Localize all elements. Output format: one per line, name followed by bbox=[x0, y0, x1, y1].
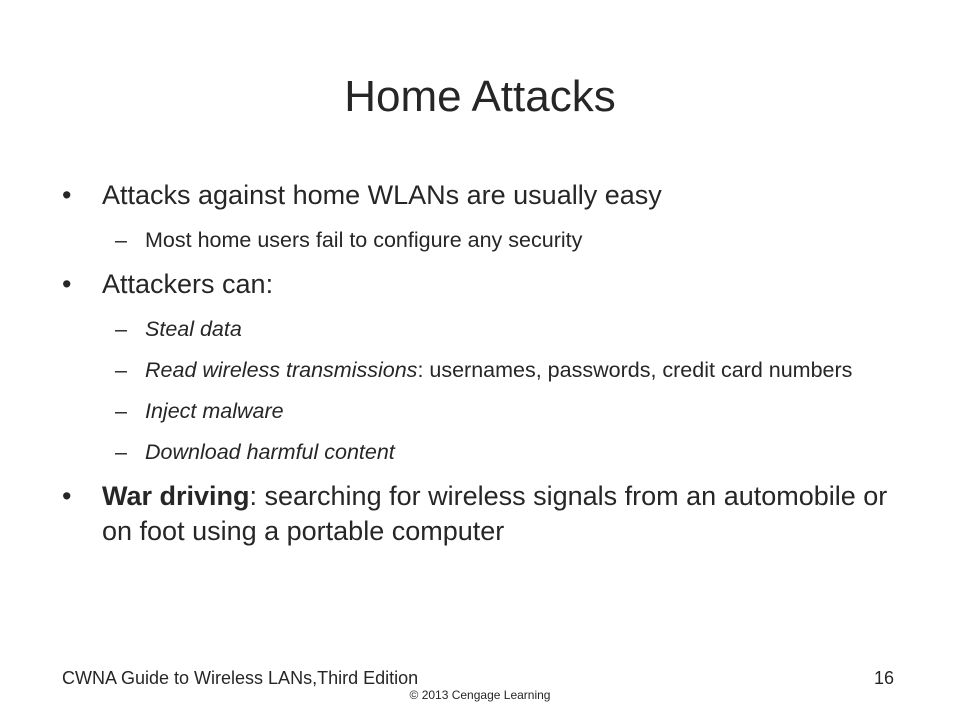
sub-bullet-italic-text: Steal data bbox=[145, 317, 242, 341]
bullet-text: Attackers can: bbox=[102, 269, 274, 299]
sub-bullet-item bbox=[62, 226, 922, 254]
footer-book-title: CWNA Guide to Wireless LANs,Third Edition bbox=[62, 668, 419, 688]
sub-bullet-item bbox=[62, 315, 922, 343]
sub-bullet-text: Most home users fail to configure any security bbox=[145, 228, 583, 252]
bullet-icon: • bbox=[62, 180, 72, 210]
sub-bullet-item bbox=[62, 356, 922, 384]
slide-title: Home Attacks bbox=[344, 72, 616, 121]
slide-content bbox=[62, 178, 922, 562]
dash-icon: – bbox=[115, 228, 127, 252]
dash-icon: – bbox=[115, 399, 127, 423]
bullet-icon: • bbox=[62, 481, 72, 511]
sub-bullet-item bbox=[62, 397, 922, 425]
dash-icon: – bbox=[115, 317, 127, 341]
sub-bullet-italic-text: Download harmful content bbox=[145, 440, 395, 464]
bullet-text: Attacks against home WLANs are usually easy bbox=[102, 180, 662, 210]
sub-bullet-italic-text: Inject malware bbox=[145, 399, 284, 423]
bullet-item bbox=[62, 178, 922, 213]
bullet-icon: • bbox=[62, 269, 72, 299]
dash-icon: – bbox=[115, 440, 127, 464]
bullet-item bbox=[62, 267, 922, 302]
copyright-notice: © 2013 Cengage Learning bbox=[409, 688, 551, 702]
sub-bullet-item bbox=[62, 438, 922, 466]
bullet-bold-text: War driving bbox=[102, 481, 250, 511]
dash-icon: – bbox=[115, 358, 127, 382]
page-number: 16 bbox=[873, 668, 894, 688]
sub-bullet-italic-text: Read wireless transmissions bbox=[145, 358, 418, 382]
bullet-text: : searching for wireless signals from an automobile or on foot using a portable computer bbox=[102, 481, 888, 546]
bullet-item bbox=[62, 479, 922, 549]
sub-bullet-text: : usernames, passwords, credit card numbers bbox=[417, 358, 853, 382]
